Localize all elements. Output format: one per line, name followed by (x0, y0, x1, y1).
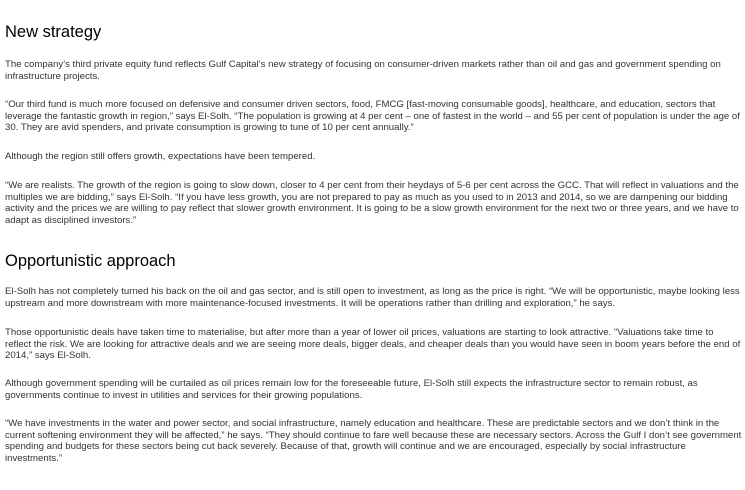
section-heading-new-strategy: New strategy (5, 23, 102, 41)
paragraph: Although the region still offers growth, expectations have been tempered. (5, 151, 316, 162)
paragraph: Those opportunistic deals have taken time to materialise, but after more than a year of lower oil prices, valuations are starting to look attractive. “Valuations take time to reflect the risk. We are looking for attractive deals and we are seeing more deals, bigger deals, and cheaper deals than you would have seen in boom years before the end of 2014,” says El-Solh. (5, 327, 741, 361)
section-heading-opportunistic-approach: Opportunistic approach (5, 252, 176, 270)
paragraph: Although government spending will be curtailed as oil prices remain low for the foreseeable future, El-Solh still expects the infrastructure sector to remain robust, as governments continue to invest in utilities and services for their growing populations. (5, 378, 698, 401)
paragraph: “We have investments in the water and power sector, and social infrastructure, namely education and healthcare. These are predictable sectors and we don’t think in the current softening environment they will be affected,” he says. “They should continue to fare well because these are necessary sectors. Across the Gulf I don’t see government spending and budgets for these sectors being cut back severely. Because of that, growth will continue and we are encouraged, especially by social infrastructure investments.” (5, 418, 742, 464)
paragraph: El-Solh has not completely turned his back on the oil and gas sector, and is still open to investment, as long as the price is right. “We will be opportunistic, maybe looking less upstream and more downstream with more maintenance-focused investments. It will be operations rather than drilling and exploration,” he says. (5, 286, 740, 309)
paragraph: “We are realists. The growth of the region is going to slow down, closer to 4 per cent from their heydays of 5-6 per cent across the GCC. That will reflect in valuations and the multiples we are bidding,” says El-Solh. “If you have less growth, you are not prepared to pay as much as you used to in 2013 and 2014, so we are dampening our bidding activity and the prices we are willing to pay reflect that slower growth environment. It is going to be a slow growth environment for the next two or three years, and we have to adapt as disciplined investors.” (5, 180, 739, 226)
paragraph: “Our third fund is much more focused on defensive and consumer driven sectors, food, FMCG [fast-moving consumable goods], healthcare, and education, sectors that leverage the fantastic growth in region,” says El-Solh. “The population is growing at 4 per cent – one of fastest in the world – and 55 per cent of population is under the age of 30. They are avid spenders, and private consumption is growing to tune of 10 per cent annually.” (5, 99, 740, 133)
paragraph: The company’s third private equity fund reflects Gulf Capital’s new strategy of focusing on consumer-driven markets rather than oil and gas and government spending on infrastructure projects. (5, 59, 721, 82)
